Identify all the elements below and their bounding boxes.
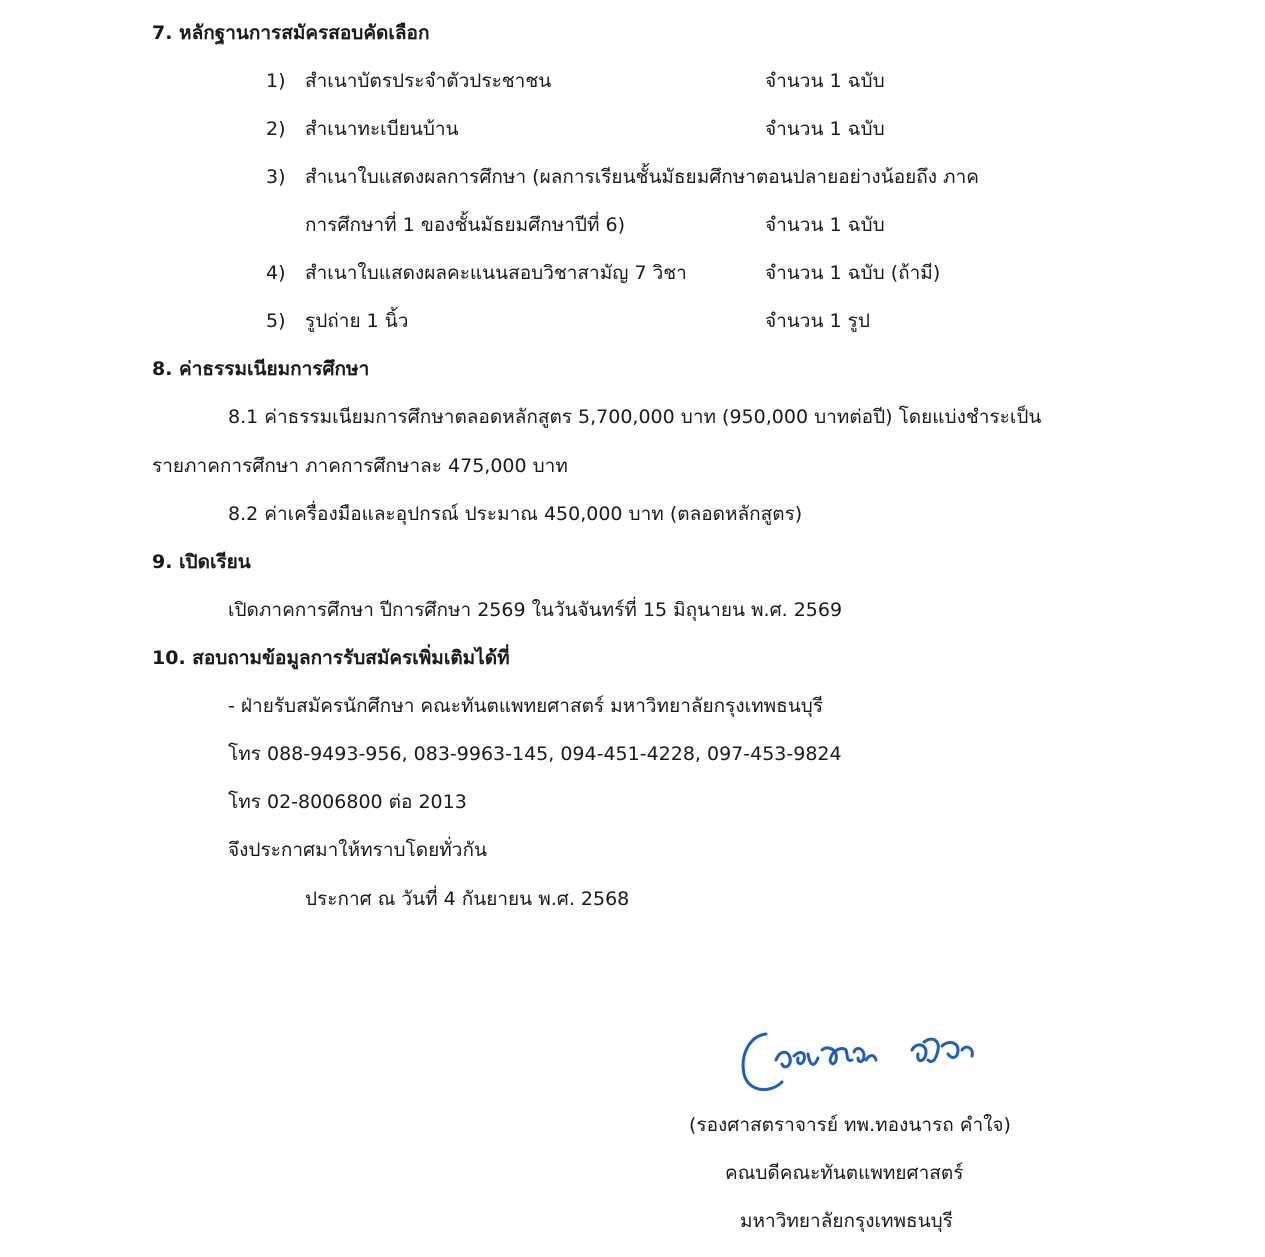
signatory-position: คณบดีคณะทันตแพทยศาสตร์ [725,1162,964,1184]
fee-8-1-line-1: 8.1 ค่าธรรมเนียมการศึกษาตลอดหลักสูตร 5,700,000 บาท (950,000 บาทต่อปี) โดยแบ่งชำระเป็น [228,406,1042,428]
section-7-heading: 7. หลักฐานการสมัครสอบคัดเลือก [152,22,430,44]
fee-8-2: 8.2 ค่าเครื่องมือและอุปกรณ์ ประมาณ 450,000 บาท (ตลอดหลักสูตร) [228,503,803,525]
item-4-quantity: จำนวน 1 ฉบับ (ถ้ามี) [765,262,941,284]
item-3-text: สำเนาใบแสดงผลการศึกษา (ผลการเรียนชั้นมัธยมศึกษาตอนปลายอย่างน้อยถึง ภาค [305,166,979,188]
announcement-date: ประกาศ ณ วันที่ 4 กันยายน พ.ศ. 2568 [305,888,630,910]
item-2-number: 2) [266,118,286,140]
item-2-quantity: จำนวน 1 ฉบับ [765,118,885,140]
section-8-heading: 8. ค่าธรรมเนียมการศึกษา [152,358,370,380]
item-5-quantity: จำนวน 1 รูป [765,310,870,332]
item-3-text-continued: การศึกษาที่ 1 ของชั้นมัธยมศึกษาปีที่ 6) [305,214,626,236]
item-4-number: 4) [266,262,286,284]
signature-ink [743,1034,972,1090]
item-4-text: สำเนาใบแสดงผลคะแนนสอบวิชาสามัญ 7 วิชา [305,262,687,284]
closing-notice: จึงประกาศมาให้ทราบโดยทั่วกัน [228,839,487,861]
section-9-heading: 9. เปิดเรียน [152,551,251,573]
signatory-name: (รองศาสตราจารย์ ทพ.ทองนารถ คำใจ) [689,1114,1011,1136]
item-1-text: สำเนาบัตรประจำตัวประชาชน [305,70,552,92]
item-5-text: รูปถ่าย 1 นิ้ว [305,310,409,332]
signatory-organization: มหาวิทยาลัยกรุงเทพธนบุรี [740,1210,953,1232]
fee-8-1-line-2: รายภาคการศึกษา ภาคการศึกษาละ 475,000 บาท [152,455,568,477]
section-10-heading: 10. สอบถามข้อมูลการรับสมัครเพิ่มเติมได้ที่ [152,647,510,669]
item-1-quantity: จำนวน 1 ฉบับ [765,70,885,92]
item-2-text: สำเนาทะเบียนบ้าน [305,118,459,140]
item-5-number: 5) [266,310,286,332]
item-1-number: 1) [266,70,286,92]
phone-numbers: โทร 088-9493-956, 083-9963-145, 094-451-4228, 097-453-9824 [228,743,842,765]
item-3-number: 3) [266,166,286,188]
handwritten-signature [736,1020,976,1100]
semester-start: เปิดภาคการศึกษา ปีการศึกษา 2569 ในวันจันทร์ที่ 15 มิถุนายน พ.ศ. 2569 [228,599,843,621]
admission-office: - ฝ่ายรับสมัครนักศึกษา คณะทันตแพทยศาสตร์ มหาวิทยาลัยกรุงเทพธนบุรี [228,695,824,717]
office-phone: โทร 02-8006800 ต่อ 2013 [228,791,467,813]
item-3-quantity: จำนวน 1 ฉบับ [765,214,885,236]
